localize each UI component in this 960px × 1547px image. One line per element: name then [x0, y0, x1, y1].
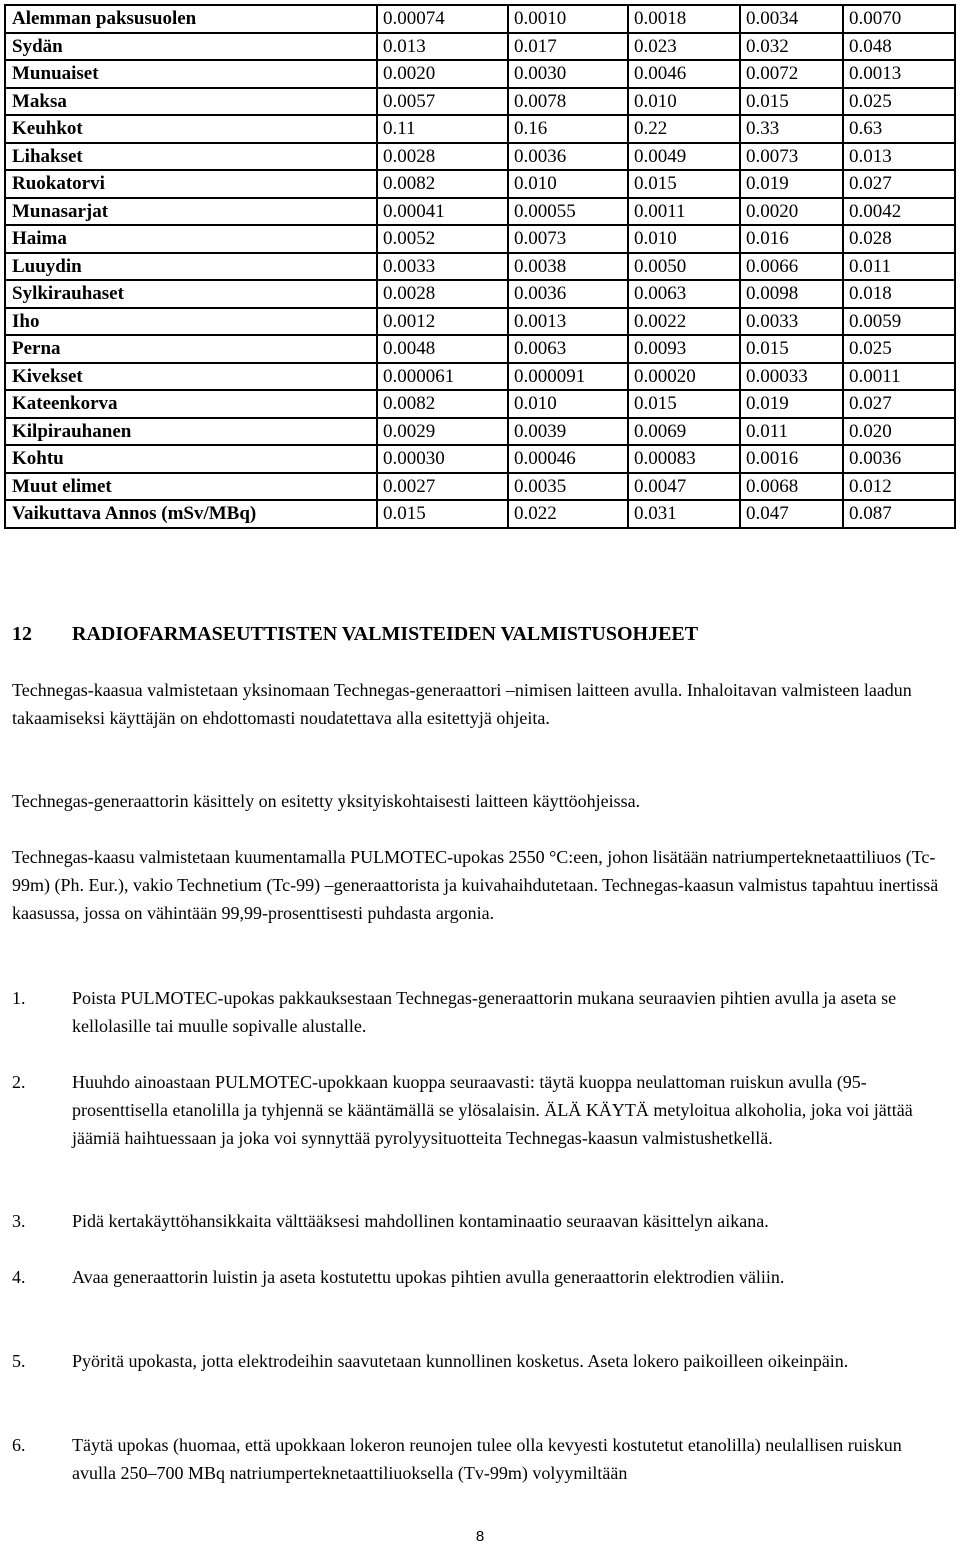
table-row — [5, 33, 955, 61]
dose-value: 0.0066 — [740, 253, 843, 281]
table-row — [5, 225, 955, 253]
step-number: 3. — [12, 1211, 26, 1231]
table-row — [5, 170, 955, 198]
paragraph-handling: Technegas-generaattorin käsittely on esitetty yksityiskohtaisesti laitteen käyttöohjeissa. — [12, 791, 641, 811]
dose-value: 0.33 — [740, 115, 843, 143]
dose-value: 0.023 — [628, 33, 740, 61]
table-row — [5, 445, 955, 473]
dose-value: 0.0046 — [628, 60, 740, 88]
dose-value: 0.010 — [628, 88, 740, 116]
dose-value: 0.00020 — [628, 363, 740, 391]
table-row — [5, 5, 955, 33]
dose-value: 0.0028 — [377, 143, 508, 171]
dose-value: 0.0098 — [740, 280, 843, 308]
organ-name: Lihakset — [5, 143, 377, 171]
dose-value: 0.022 — [508, 500, 628, 528]
dose-value: 0.025 — [843, 335, 955, 363]
table-row — [5, 363, 955, 391]
dose-table — [4, 4, 956, 529]
dose-value: 0.0010 — [508, 5, 628, 33]
dose-value: 0.0059 — [843, 308, 955, 336]
dose-value: 0.0039 — [508, 418, 628, 446]
table-row — [5, 60, 955, 88]
dose-value: 0.0029 — [377, 418, 508, 446]
dose-value: 0.0068 — [740, 473, 843, 501]
organ-name: Sylkirauhaset — [5, 280, 377, 308]
organ-name: Munasarjat — [5, 198, 377, 226]
organ-name: Sydän — [5, 33, 377, 61]
dose-value: 0.0063 — [628, 280, 740, 308]
dose-value: 0.013 — [377, 33, 508, 61]
dose-value: 0.0038 — [508, 253, 628, 281]
dose-value: 0.0011 — [843, 363, 955, 391]
paragraph-preparation: Technegas-kaasu valmistetaan kuumentamalla PULMOTEC-upokas 2550 °C:een, johon lisätään natriumperteknetaattiliuos (Tc-99m) (Ph. Eur.), vakio Technetium (Tc-99) –generaattorista ja kuivahaihdutetaan. Technegas-kaasun valmistus tapahtuu inertissä kaasussa, jossa on vähintään 99,99-prosenttisesti puhdasta argonia. — [12, 847, 939, 923]
organ-name: Kivekset — [5, 363, 377, 391]
dose-value: 0.0069 — [628, 418, 740, 446]
dose-value: 0.0033 — [740, 308, 843, 336]
dose-value: 0.0022 — [628, 308, 740, 336]
dose-value: 0.015 — [740, 88, 843, 116]
dose-value: 0.013 — [843, 143, 955, 171]
dose-value: 0.000091 — [508, 363, 628, 391]
dose-value: 0.0050 — [628, 253, 740, 281]
dose-value: 0.032 — [740, 33, 843, 61]
dose-value: 0.047 — [740, 500, 843, 528]
dose-value: 0.0057 — [377, 88, 508, 116]
section-heading — [12, 623, 698, 646]
dose-value: 0.0020 — [740, 198, 843, 226]
organ-name: Haima — [5, 225, 377, 253]
dose-value: 0.00055 — [508, 198, 628, 226]
dose-value: 0.020 — [843, 418, 955, 446]
table-row — [5, 88, 955, 116]
table-row — [5, 308, 955, 336]
dose-value: 0.0047 — [628, 473, 740, 501]
dose-value: 0.00030 — [377, 445, 508, 473]
dose-value: 0.016 — [740, 225, 843, 253]
table-row — [5, 500, 955, 528]
dose-value: 0.018 — [843, 280, 955, 308]
dose-value: 0.16 — [508, 115, 628, 143]
dose-value: 0.0011 — [628, 198, 740, 226]
step-text: Täytä upokas (huomaa, että upokkaan lokeron reunojen tulee olla kevyesti kostutetut etanolilla) neulallisen ruiskun avulla 250–700 MBq natriumperteknetaattiliuoksella (Tv-99m) volyymiltään — [72, 1435, 902, 1483]
step-number: 1. — [12, 988, 26, 1008]
dose-value: 0.11 — [377, 115, 508, 143]
dose-value: 0.017 — [508, 33, 628, 61]
dose-value: 0.0073 — [740, 143, 843, 171]
step-number: 6. — [12, 1435, 26, 1455]
dose-value: 0.0093 — [628, 335, 740, 363]
table-row — [5, 198, 955, 226]
table-row — [5, 253, 955, 281]
dose-value: 0.031 — [628, 500, 740, 528]
organ-name: Ruokatorvi — [5, 170, 377, 198]
dose-value: 0.012 — [843, 473, 955, 501]
dose-value: 0.0033 — [377, 253, 508, 281]
dose-value: 0.019 — [740, 390, 843, 418]
organ-name: Kohtu — [5, 445, 377, 473]
dose-value: 0.0072 — [740, 60, 843, 88]
step-text: Avaa generaattorin luistin ja aseta kostutettu upokas pihtien avulla generaattorin elektrodien väliin. — [72, 1267, 785, 1287]
dose-value: 0.63 — [843, 115, 955, 143]
dose-value: 0.027 — [843, 170, 955, 198]
dose-value: 0.00041 — [377, 198, 508, 226]
dose-value: 0.0020 — [377, 60, 508, 88]
dose-value: 0.0028 — [377, 280, 508, 308]
dose-value: 0.087 — [843, 500, 955, 528]
step-text: Pyöritä upokasta, jotta elektrodeihin saavutetaan kunnollinen kosketus. Aseta lokero paikoilleen oikeinpäin. — [72, 1351, 849, 1371]
table-row — [5, 473, 955, 501]
dose-value: 0.0035 — [508, 473, 628, 501]
dose-value: 0.00083 — [628, 445, 740, 473]
table-row — [5, 390, 955, 418]
dose-value: 0.0027 — [377, 473, 508, 501]
organ-name: Maksa — [5, 88, 377, 116]
dose-value: 0.0013 — [843, 60, 955, 88]
dose-value: 0.00033 — [740, 363, 843, 391]
organ-name: Luuydin — [5, 253, 377, 281]
step-text: Poista PULMOTEC-upokas pakkauksestaan Technegas-generaattorin mukana seuraavien pihtien avulla ja aseta se kellolasille tai muulle sopivalle alustalle. — [72, 988, 897, 1036]
dose-value: 0.0036 — [508, 280, 628, 308]
organ-name: Perna — [5, 335, 377, 363]
page-number: 8 — [475, 1528, 485, 1545]
dose-value: 0.0036 — [508, 143, 628, 171]
table-row — [5, 335, 955, 363]
step-number: 5. — [12, 1351, 26, 1371]
step-text: Pidä kertakäyttöhansikkaita välttääksesi mahdollinen kontaminaatio seuraavan käsittelyn aikana. — [72, 1211, 769, 1231]
organ-name: Vaikuttava Annos (mSv/MBq) — [5, 500, 377, 528]
dose-value: 0.0034 — [740, 5, 843, 33]
dose-value: 0.011 — [740, 418, 843, 446]
organ-name: Munuaiset — [5, 60, 377, 88]
dose-value: 0.015 — [740, 335, 843, 363]
dose-value: 0.0082 — [377, 390, 508, 418]
step-number: 4. — [12, 1267, 26, 1287]
step-number: 2. — [12, 1072, 26, 1092]
dose-value: 0.025 — [843, 88, 955, 116]
table-row — [5, 418, 955, 446]
dose-value: 0.00046 — [508, 445, 628, 473]
dose-value: 0.011 — [843, 253, 955, 281]
dose-value: 0.0042 — [843, 198, 955, 226]
organ-name: Kilpirauhanen — [5, 418, 377, 446]
dose-value: 0.0036 — [843, 445, 955, 473]
table-row — [5, 280, 955, 308]
dose-value: 0.048 — [843, 33, 955, 61]
dose-value: 0.0030 — [508, 60, 628, 88]
dose-value: 0.00074 — [377, 5, 508, 33]
organ-name: Kateenkorva — [5, 390, 377, 418]
dose-value: 0.0052 — [377, 225, 508, 253]
paragraph-intro: Technegas-kaasua valmistetaan yksinomaan Technegas-generaattori –nimisen laitteen avulla. Inhaloitavan valmisteen laadun takaamiseksi käyttäjän on ehdottomasti noudatettava alla esitettyjä ohjeita. — [12, 680, 912, 728]
dose-value: 0.010 — [508, 390, 628, 418]
dose-value: 0.0016 — [740, 445, 843, 473]
dose-value: 0.0078 — [508, 88, 628, 116]
section-title: RADIOFARMASEUTTISTEN VALMISTEIDEN VALMISTUSOHJEET — [72, 623, 699, 645]
dose-value: 0.0013 — [508, 308, 628, 336]
dose-value: 0.010 — [628, 225, 740, 253]
dose-value: 0.0012 — [377, 308, 508, 336]
dose-value: 0.015 — [628, 390, 740, 418]
organ-name: Alemman paksusuolen — [5, 5, 377, 33]
organ-name: Keuhkot — [5, 115, 377, 143]
step-text: Huuhdo ainoastaan PULMOTEC-upokkaan kuoppa seuraavasti: täytä kuoppa neulattoman ruiskun avulla (95-prosenttisella etanolilla ja tyhjennä se kääntämällä se ylösalaisin. ÄLÄ KÄYTÄ metyloitua alkoholia, joka voi jättää jäämiä haihtuessaan ja joka voi synnyttää pyrolyysituotteita Technegas-kaasun valmistushetkellä. — [72, 1072, 913, 1148]
table-row — [5, 143, 955, 171]
dose-value: 0.0049 — [628, 143, 740, 171]
dose-value: 0.010 — [508, 170, 628, 198]
organ-name: Iho — [5, 308, 377, 336]
dose-value: 0.000061 — [377, 363, 508, 391]
dose-value: 0.027 — [843, 390, 955, 418]
dose-value: 0.015 — [628, 170, 740, 198]
dose-value: 0.028 — [843, 225, 955, 253]
dose-value: 0.015 — [377, 500, 508, 528]
dose-value: 0.0063 — [508, 335, 628, 363]
dose-value: 0.019 — [740, 170, 843, 198]
table-row — [5, 115, 955, 143]
dose-value: 0.0073 — [508, 225, 628, 253]
dose-value: 0.0018 — [628, 5, 740, 33]
dose-value: 0.0070 — [843, 5, 955, 33]
dose-value: 0.22 — [628, 115, 740, 143]
dose-value: 0.0082 — [377, 170, 508, 198]
section-number: 12 — [12, 623, 32, 645]
organ-name: Muut elimet — [5, 473, 377, 501]
dose-value: 0.0048 — [377, 335, 508, 363]
